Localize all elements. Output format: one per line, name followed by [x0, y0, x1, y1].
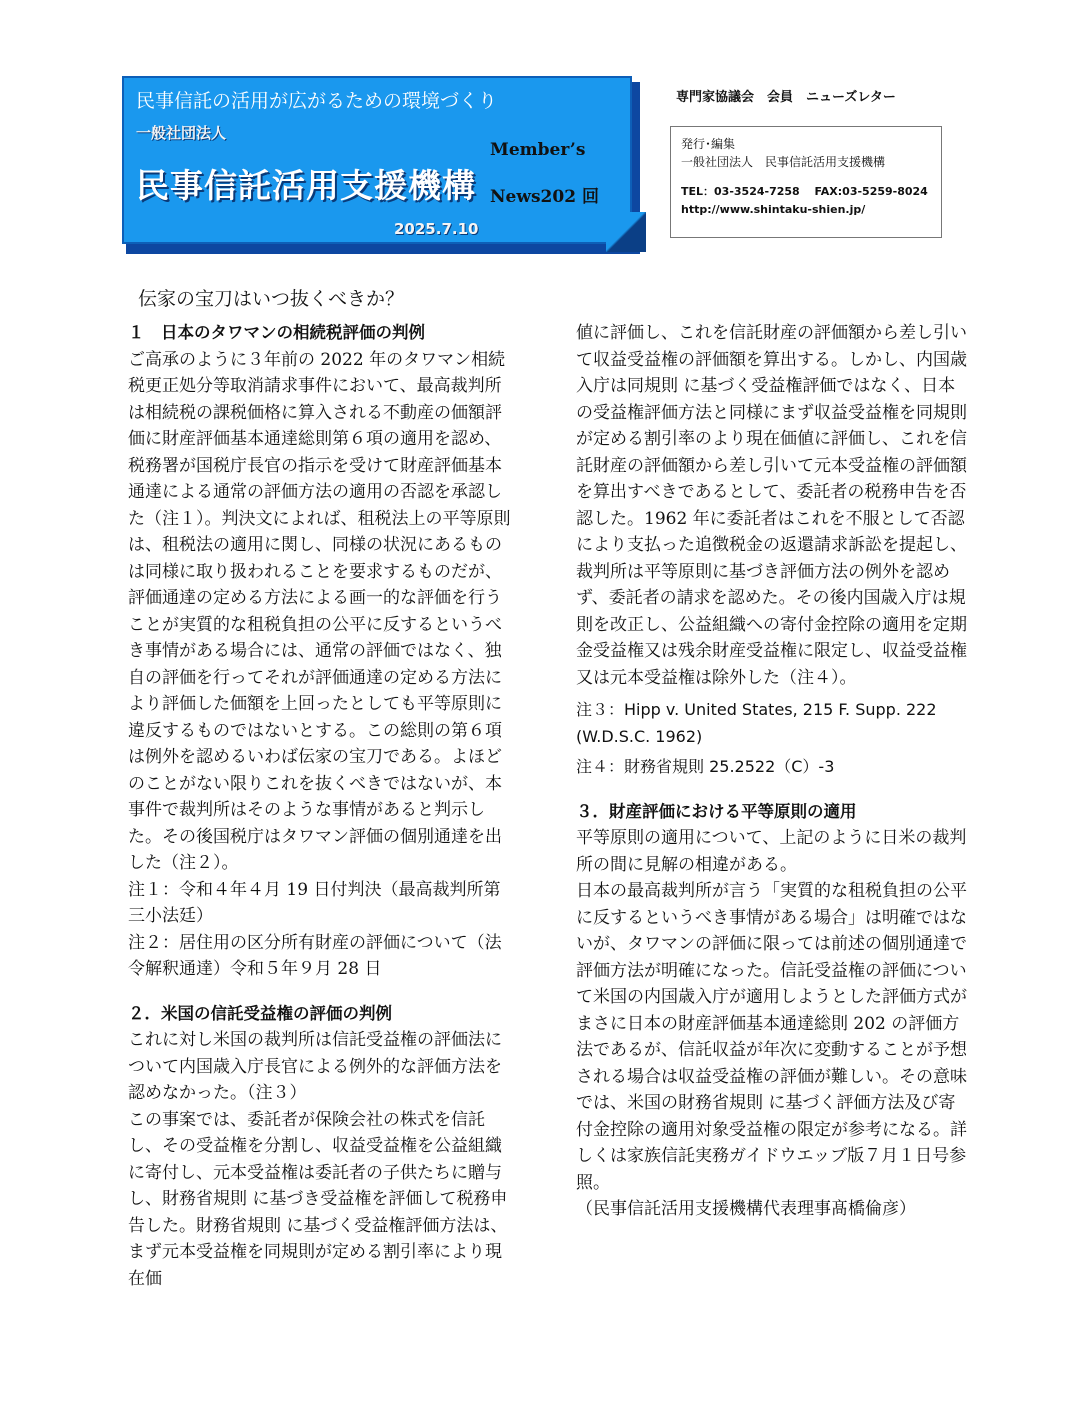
section-2-body: この事案では、委託者が保険会社の株式を信託し、その受益権を分割し、収益受益権を公益組織に寄付し、元本受益権は委託者の子供たちに贈与し、財務省規則 に基づき受益権を評価して税務申告した。財務省規則 に基づく受益権評価方法は、まず元本受益権を同規則が定める割引率により現在価: [128, 1109, 508, 1289]
footnote-1: 注１：令和４年４月 19 日付判決（最高裁判所第三小法廷）: [128, 879, 501, 926]
left-column: [128, 320, 512, 1292]
newsletter-label: 専門家協議会 会員 ニューズレター: [676, 90, 896, 105]
section-3-intro: 平等原則の適用について、上記のように日米の裁判所の間に見解の相違がある。: [576, 828, 967, 875]
author-signature: （民事信託活用支援機構代表理事髙橋倫彦）: [576, 1199, 916, 1219]
banner-members-title: Member’s: [490, 140, 586, 160]
publisher-url[interactable]: http://www.shintaku-shien.jp/: [681, 203, 866, 216]
banner-org-type: 一般社団法人: [136, 124, 227, 142]
header-banner: [122, 76, 632, 244]
banner-org-name: 民事信託活用支援機構: [136, 166, 476, 205]
banner-tagline: 民事信託の活用が広がるための環境づくり: [136, 90, 498, 112]
footnote-4: 注４：財務省規則 25.2522（C）-3: [576, 757, 835, 776]
section-heading-3: ３．財産評価における平等原則の適用: [576, 801, 857, 821]
footnote-3: 注３：Hipp v. United States, 215 F. Supp. 222 (W.D.S.C. 1962): [576, 700, 937, 746]
section-2-intro: これに対し米国の裁判所は信託受益権の評価法について内国歳入庁長官による例外的な評価方法を認めなかった。（注３）: [128, 1030, 502, 1103]
banner-date: 2025.7.10: [394, 220, 479, 238]
section-heading-1: １ 日本のタワマンの相続税評価の判例: [128, 323, 425, 342]
article-headline: 伝家の宝刀はいつ抜くべきか？: [138, 288, 405, 310]
section-heading-2: ２．米国の信託受益権の評価の判例: [128, 1003, 392, 1023]
publisher-name: 一般社団法人 民事信託活用支援機構: [681, 155, 886, 169]
banner-page-curl: [606, 212, 646, 252]
footnote-2: 注２：居住用の区分所有財産の評価について（法令解釈通達）令和５年９月 28 日: [128, 932, 502, 979]
banner-news-number: News202 回: [490, 187, 599, 207]
publisher-box: [670, 126, 942, 238]
right-column: [576, 320, 968, 1223]
publisher-contact: TEL：03-3524-7258 FAX:03-5259-8024: [681, 185, 928, 198]
publisher-label: 発行･編集: [681, 137, 736, 151]
section-3-body: 日本の最高裁判所が言う「実質的な租税負担の公平に反するというべき事情がある場合」は明確ではないが、タワマンの評価に限っては前述の個別通達で評価方法が明確になった。信託受益権の評価について米国の内国歳入庁が適用しようとした評価方式がまさに日本の財産評価基本通達総則 202 の評価方法であるが、信託収益が年次に変動することが予想される場合は収益受益権の評価が難しい。その意味では、米国の財務省規則 に基づく評価方法及び寄付金控除の適用対象受益権の限定が参考になる。詳しくは家族信託実務ガイドウエッブ版７月１日号参照。: [576, 881, 967, 1193]
section-2-continued: 値に評価し、これを信託財産の評価額から差し引いて収益受益権の評価額を算出する。しかし、内国歳入庁は同規則 に基づく受益権評価ではなく、日本の受益権評価方法と同様にまず収益受益権を同規則が定める割引率のより現在価値に評価し、これを信託財産の評価額から差し引いて元本受益権の評価額を算出すべきであるとして、委託者の税務申告を否認した。1962 年に委託者はこれを不服として否認により支払った追徴税金の返還請求訴訟を提起し、裁判所は平等原則に基づき評価方法の例外を認めず、委託者の請求を認めた。その後内国歳入庁は規則を改正し、公益組織への寄付金控除の適用を定期金受益権又は残余財産受益権に限定し、収益受益権又は元本受益権は除外した（注４）。: [576, 323, 967, 688]
section-1-body: ご高承のように３年前の 2022 年のタワマン相続税更正処分等取消請求事件において、最高裁判所は相続税の課税価格に算入される不動産の価額評価に財産評価基本通達総則第６項の適用を認め、税務署が国税庁長官の指示を受けて財産評価基本通達による通常の評価方法の適用の否認を承認した（注１）。判決文によれば、租税法上の平等原則は、租税法の適用に関し、同様の状況にあるものは同様に取り扱われることを要求するものだが、評価通達の定める方法による画一的な評価を行うことが実質的な租税負担の公平に反するというべき事情がある場合には、通常の評価ではなく、独自の評価を行ってそれが評価通達の定める方法により評価した価額を上回ったとしても平等原則に違反するものではないとする。この総則の第６項は例外を認めるいわば伝家の宝刀である。よほどのことがない限りこれを抜くべきではないが、本事件で裁判所はそのような事情があると判示した。その後国税庁はタワマン評価の個別通達を出した（注２）。: [128, 349, 511, 873]
